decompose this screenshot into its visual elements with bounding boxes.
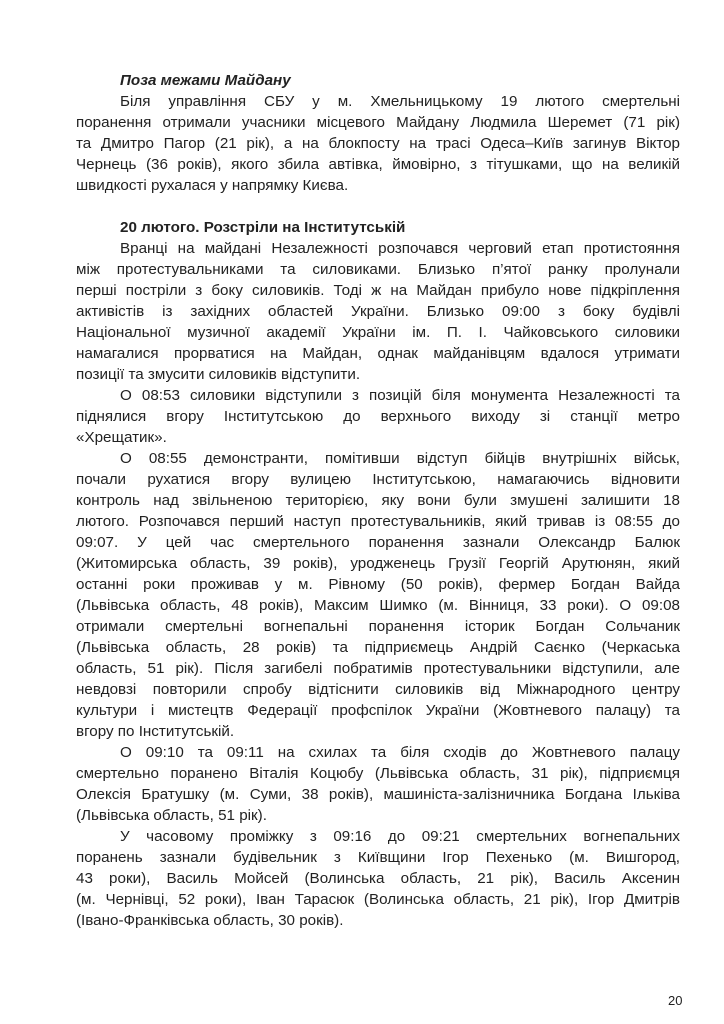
paragraph-line: (Івано-Франківська область, 30 років). bbox=[76, 912, 344, 929]
paragraph-line: 09:07. У цей час смертельного поранення зазнали Олександр Балюк bbox=[76, 534, 680, 551]
paragraph-line: Чернець (36 років), якого збила автівка, ймовірно, з тітушками, що на великій bbox=[76, 156, 680, 173]
paragraph-line: останні роки проживав у м. Рівному (50 років), фермер Богдан Вайда bbox=[76, 576, 680, 593]
paragraph-line: (Львівська область, 48 років), Максим Шимко (м. Вінниця, 33 роки). О 09:08 bbox=[76, 597, 680, 614]
paragraph-line: вгору по Інститутській. bbox=[76, 723, 235, 740]
paragraph-line: активістів із західних областей України. Близько 09:00 з боку будівлі bbox=[76, 303, 680, 320]
paragraph-line: О 08:55 демонстранти, помітивши відступ бійців внутрішніх військ, bbox=[120, 450, 680, 467]
paragraph-line: піднялися вгору Інститутською до верхнього виходу зі станції метро bbox=[76, 408, 680, 425]
paragraph-line: поранення отримали учасники місцевого Майдану Людмила Шеремет (71 рік) bbox=[76, 114, 680, 131]
paragraph-line: область, 51 рік). Після загибелі побратимів протестувальники відступили, але bbox=[76, 660, 680, 677]
paragraph bbox=[76, 238, 680, 385]
paragraph-line: отримали смертельні вогнепальні поранення історик Богдан Сольчаник bbox=[76, 618, 680, 635]
paragraph-line: швидкості рухалася у напрямку Києва. bbox=[76, 177, 349, 194]
paragraph-line: смертельно поранено Віталія Коцюбу (Львівська область, 31 рік), підприємця bbox=[76, 765, 680, 782]
page-number: 20 bbox=[668, 993, 683, 1008]
paragraph-line: Вранці на майдані Незалежності розпочався черговий етап протистояння bbox=[120, 240, 680, 257]
paragraph-line: між протестувальниками та силовиками. Близько п’ятої ранку пролунали bbox=[76, 261, 680, 278]
section-feb-20 bbox=[76, 217, 680, 931]
paragraph bbox=[76, 385, 680, 448]
section-gap bbox=[76, 196, 680, 217]
document-page bbox=[76, 70, 680, 931]
paragraph-line: Олексія Братушку (м. Суми, 38 років), машиніста-залізничника Богдана Ільківа bbox=[76, 786, 680, 803]
paragraph-line: позиції та змусити силовиків відступити. bbox=[76, 366, 361, 383]
paragraph-line: намагалися прорватися на Майдан, однак майданівцям вдалося утримати bbox=[76, 345, 680, 362]
paragraph-line: перші постріли з боку силовиків. Тоді ж на Майдан прибуло нове підкріплення bbox=[76, 282, 680, 299]
paragraph-line: та Дмитро Пагор (21 рік), а на блокпосту на трасі Одеса–Київ загинув Віктор bbox=[76, 135, 680, 152]
section-heading: Поза межами Майдану bbox=[120, 72, 291, 89]
paragraph bbox=[76, 91, 680, 196]
paragraph-line: О 09:10 та 09:11 на схилах та біля сходів до Жовтневого палацу bbox=[120, 744, 680, 761]
paragraph-line: поранень зазнали будівельник з Київщини Ігор Пехенько (м. Вишгород, bbox=[76, 849, 680, 866]
paragraph-line: У часовому проміжку з 09:16 до 09:21 смертельних вогнепальних bbox=[120, 828, 680, 845]
paragraph-line: лютого. Розпочався перший наступ протестувальників, який тривав із 08:55 до bbox=[76, 513, 680, 530]
paragraph-line: О 08:53 силовики відступили з позицій біля монумента Незалежності та bbox=[120, 387, 680, 404]
paragraph-line: (Львівська область, 51 рік). bbox=[76, 807, 267, 824]
paragraph-line: (м. Чернівці, 52 роки), Іван Тарасюк (Волинська область, 21 рік), Ігор Дмитрів bbox=[76, 891, 680, 908]
paragraph-line: (Львівська область, 28 років) та підприємець Андрій Саєнко (Черкаська bbox=[76, 639, 680, 656]
paragraph-line: (Житомирська область, 39 років), уродженець Грузії Георгій Арутюнян, який bbox=[76, 555, 680, 572]
paragraph bbox=[76, 826, 680, 931]
paragraph-line: невдовзі повторили спробу відтіснити силовиків від Міжнародного центру bbox=[76, 681, 680, 698]
paragraph bbox=[76, 448, 680, 742]
paragraph-line: Біля управління СБУ у м. Хмельницькому 19 лютого смертельні bbox=[120, 93, 680, 110]
paragraph-line: Національної музичної академії України ім. П. І. Чайковського силовики bbox=[76, 324, 680, 341]
paragraph-line: «Хрещатик». bbox=[76, 429, 167, 446]
paragraph bbox=[76, 742, 680, 826]
paragraph-line: 43 роки), Василь Мойсей (Волинська область, 21 рік), Василь Аксенин bbox=[76, 870, 680, 887]
paragraph-line: контроль над звільненою територією, яку вони були змушені залишити 18 bbox=[76, 492, 680, 509]
section-outside-maidan bbox=[76, 70, 680, 196]
paragraph-line: почали рухатися вгору вулицею Інститутською, намагаючись відновити bbox=[76, 471, 680, 488]
paragraph-line: культури і мистецтв Федерації профспілок України (Жовтневого палацу) та bbox=[76, 702, 680, 719]
section-heading: 20 лютого. Розстріли на Інститутській bbox=[120, 219, 406, 236]
